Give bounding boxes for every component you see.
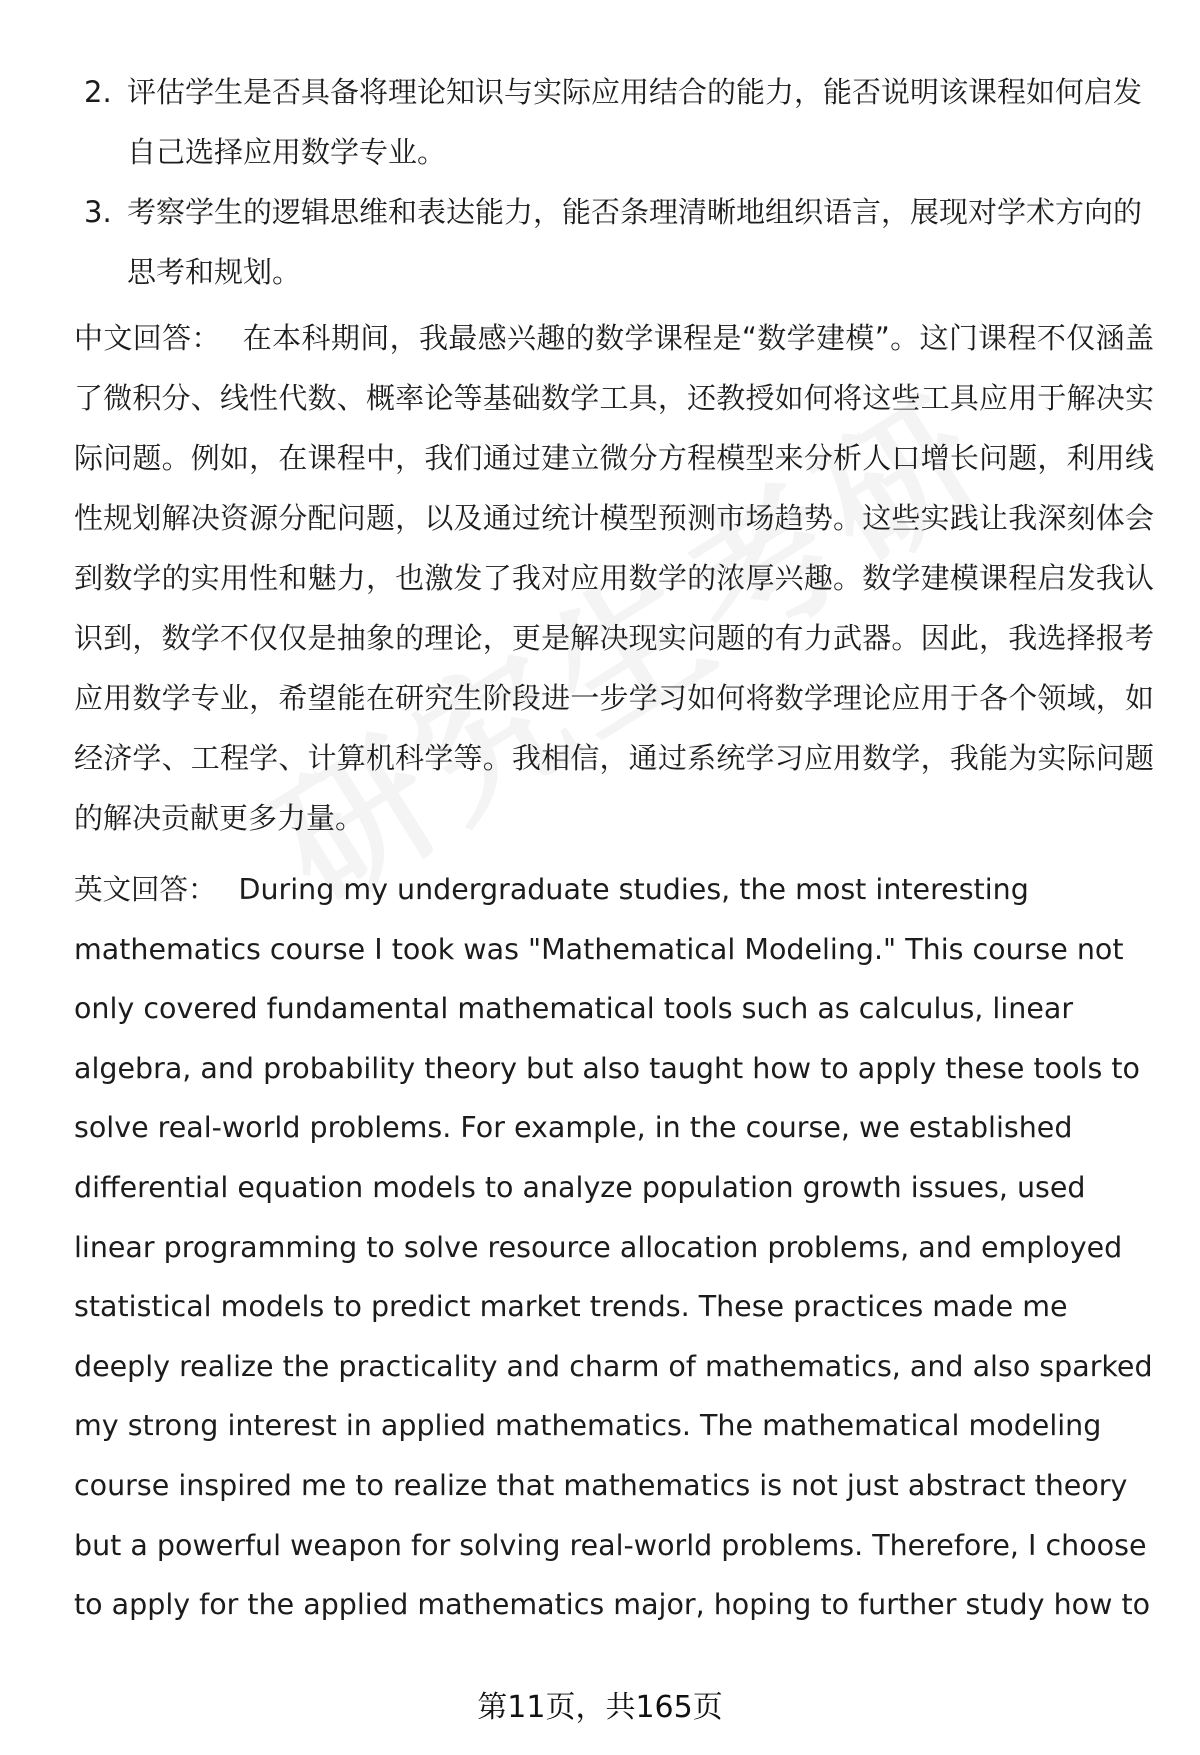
chinese-answer-paragraph: [74, 308, 1154, 848]
criteria-item: [74, 182, 1154, 302]
criteria-text: 考察学生的逻辑思维和表达能力，能否条理清晰地组织语言，展现对学术方向的思考和规划。: [127, 195, 1143, 289]
english-answer-text: During my undergraduate studies, the most interesting mathematics course I took was "Mathematical Modeling." This course not only covered fundamental mathematical tools such as calculus, linear algebra, and probability theory but also taught how to apply these tools to solve real-world problems. For example, in the course, we established differential equation models to analyze population growth issues, used linear programming to solve resource allocation problems, and employed statistical models to predict market trends. These practices made me deeply realize the practicality and charm of mathematics, and also sparked my strong interest in applied mathematics. The mathematical modeling course inspired me to realize that mathematics is not just abstract theory but a powerful weapon for solving real-world problems. Therefore, I choose to apply for the applied mathematics major, hoping to further study how to: [74, 873, 1153, 1622]
criteria-text: 评估学生是否具备将理论知识与实际应用结合的能力，能否说明该课程如何启发自己选择应用数学专业。: [127, 75, 1143, 169]
page-number-footer: 第11页，共165页: [477, 1690, 723, 1725]
page-content: [74, 62, 1154, 1635]
criteria-number: 2.: [84, 75, 112, 109]
chinese-answer-text: 在本科期间，我最感兴趣的数学课程是“数学建模”。这门课程不仅涵盖了微积分、线性代数、概率论等基础数学工具，还教授如何将这些工具应用于解决实际问题。例如，在课程中，我们通过建立微分方程模型来分析人口增长问题，利用线性规划解决资源分配问题，以及通过统计模型预测市场趋势。这些实践让我深刻体会到数学的实用性和魅力，也激发了我对应用数学的浓厚兴趣。数学建模课程启发我认识到，数学不仅仅是抽象的理论，更是解决现实问题的有力武器。因此，我选择报考应用数学专业，希望能在研究生阶段进一步学习如何将数学理论应用于各个领域，如经济学、工程学、计算机科学等。我相信，通过系统学习应用数学，我能为实际问题的解决贡献更多力量。: [74, 321, 1154, 835]
english-answer-label: 英文回答：: [74, 873, 217, 906]
criteria-item: [74, 62, 1154, 182]
evaluation-criteria-list: [74, 62, 1154, 302]
criteria-number: 3.: [84, 195, 112, 229]
chinese-answer-label: 中文回答：: [74, 321, 221, 355]
english-answer-paragraph: [74, 860, 1154, 1635]
